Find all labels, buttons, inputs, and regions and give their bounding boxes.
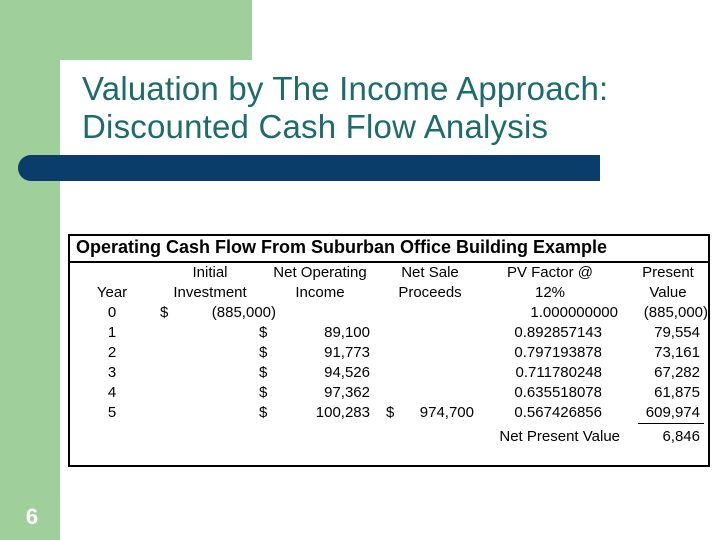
table-cell-pv: (885,000): [643, 304, 708, 321]
table-cell-pvf: 0.711780248: [515, 364, 602, 381]
cash-flow-table: [68, 234, 710, 467]
table-cell-pvf: 1.000000000: [530, 304, 618, 321]
header-pvf-2: 12%: [534, 284, 566, 301]
header-noi-1: Net Operating: [273, 264, 367, 281]
table-cell-noi: 97,362: [324, 384, 370, 401]
table-cell-noi: 91,773: [324, 344, 370, 361]
header-pvf-1: PV Factor @: [506, 264, 594, 281]
table-cell-noi: 100,283: [315, 404, 370, 421]
slide-title: [82, 70, 712, 146]
header-noi-2: Income: [295, 284, 345, 301]
table-cell-noi-sign: $: [259, 364, 268, 381]
table-cell-year: 4: [107, 384, 117, 401]
header-sale-1: Net Sale: [401, 264, 459, 281]
table-cell-pvf: 0.797193878: [514, 344, 602, 361]
table-cell-pv: 609,974: [645, 404, 700, 421]
table-cell-pvf: 0.567426856: [514, 404, 602, 421]
header-pv-2: Value: [649, 284, 687, 301]
table-cell-noi-sign: $: [259, 344, 268, 361]
sum-underline: [638, 423, 704, 424]
header-investment-2: Investment: [173, 284, 247, 301]
side-accent-bar: [0, 0, 60, 540]
table-cell-inv-sign: $: [160, 304, 169, 321]
title-rule: [18, 155, 600, 181]
table-cell-sale-sign: $: [386, 404, 395, 421]
table-cell-pv: 79,554: [654, 324, 700, 341]
table-cell-pvf: 0.635518078: [514, 384, 602, 401]
header-pv-1: Present: [642, 264, 694, 281]
npv-label: Net Present Value: [499, 428, 620, 445]
table-cell-noi-sign: $: [259, 384, 268, 401]
table-cell-year: 2: [107, 344, 117, 361]
slide-title-line2: Discounted Cash Flow Analysis: [82, 108, 549, 145]
table-cell-pv: 73,161: [654, 344, 700, 361]
table-cell-year: 5: [107, 404, 117, 421]
table-cell-pv: 67,282: [654, 364, 700, 381]
table-cell-pvf: 0.892857143: [514, 324, 602, 341]
table-cell-year: 1: [107, 324, 117, 341]
table-cell-noi-sign: $: [259, 324, 268, 341]
header-investment-1: Initial: [192, 264, 228, 281]
page-number: 6: [25, 504, 39, 529]
table-cell-year: 3: [107, 364, 117, 381]
top-accent-band: [0, 0, 252, 60]
slide-title-line1: Valuation by The Income Approach:: [82, 70, 609, 107]
header-sale-2: Proceeds: [398, 284, 462, 301]
table-cell-investment: (885,000): [211, 304, 276, 321]
table-cell-year: 0: [107, 304, 117, 321]
table-cell-pv: 61,875: [654, 384, 700, 401]
npv-value: 6,846: [662, 428, 700, 445]
table-cell-sale: 974,700: [419, 404, 474, 421]
table-caption: Operating Cash Flow From Suburban Office Building Example: [76, 237, 608, 257]
table-cell-noi-sign: $: [259, 404, 268, 421]
table-cell-noi: 89,100: [324, 324, 370, 341]
header-year: Year: [96, 284, 128, 301]
table-cell-noi: 94,526: [324, 364, 370, 381]
